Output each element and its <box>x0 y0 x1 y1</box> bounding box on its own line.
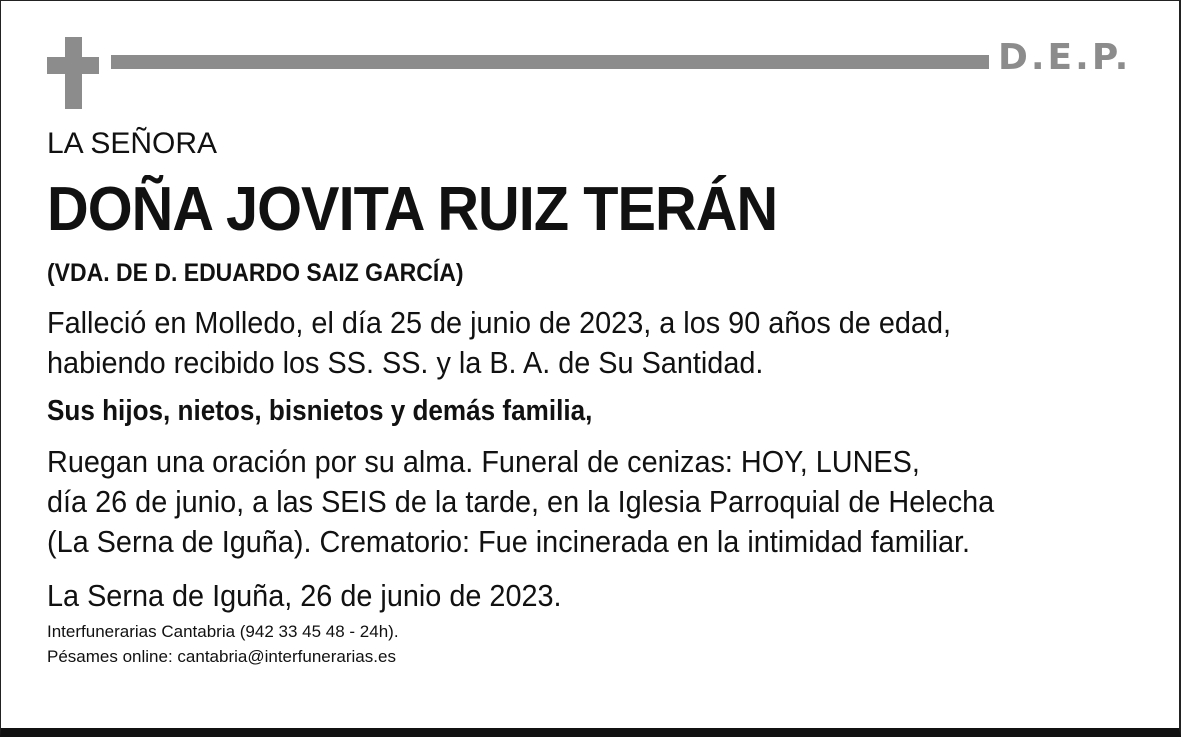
place-date: La Serna de Iguña, 26 de junio de 2023. <box>47 578 562 613</box>
family-line: Sus hijos, nietos, bisnietos y demás familia, <box>47 395 593 427</box>
dep-label: D.E.P. <box>998 37 1132 78</box>
funeral-home-contact: Interfunerarias Cantabria (942 33 45 48 - 24h). <box>47 622 399 641</box>
widow-of: (VDA. DE D. EDUARDO SAIZ GARCÍA) <box>47 259 464 287</box>
condolences-contact: Pésames online: cantabria@interfunerarias.es <box>47 647 396 666</box>
deceased-name: DOÑA JOVITA RUIZ TERÁN <box>47 175 778 244</box>
ceremony-paragraph <box>47 442 994 562</box>
death-line: habiendo recibido los SS. SS. y la B. A. de Su Santidad. <box>47 345 764 380</box>
notice-title: LA SEÑORA <box>47 127 218 160</box>
header-rule <box>111 55 989 69</box>
cross-icon <box>47 37 99 109</box>
ceremony-line: (La Serna de Iguña). Crematorio: Fue incinerada en la intimidad familiar. <box>47 524 971 559</box>
death-line: Falleció en Molledo, el día 25 de junio de 2023, a los 90 años de edad, <box>47 305 952 340</box>
death-paragraph <box>47 303 951 383</box>
ceremony-line: día 26 de junio, a las SEIS de la tarde, en la Iglesia Parroquial de Helecha <box>47 484 995 519</box>
ceremony-line: Ruegan una oración por su alma. Funeral de cenizas: HOY, LUNES, <box>47 444 920 479</box>
